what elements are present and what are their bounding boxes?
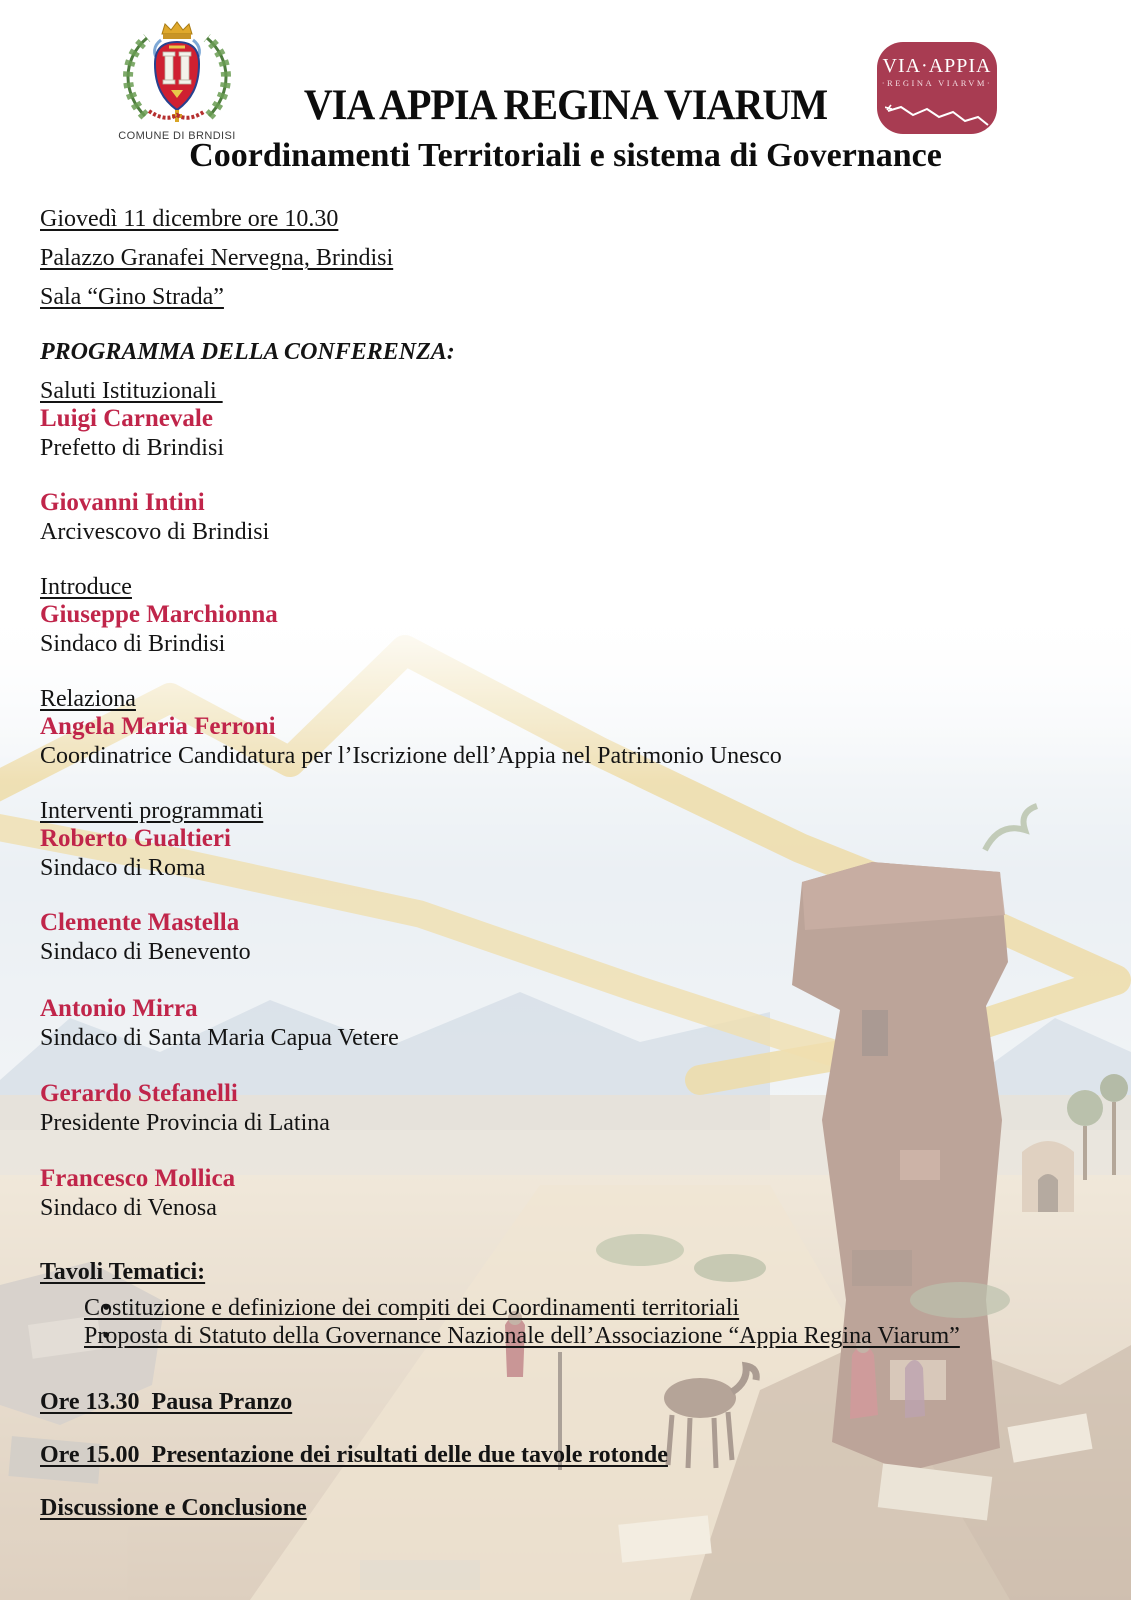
via-appia-route-icon [885, 102, 989, 128]
speaker-name: Giovanni Intini [40, 489, 205, 516]
tavoli-item [40, 1294, 1111, 1322]
speaker-name: Gerardo Stefanelli [40, 1080, 238, 1107]
comune-brindisi-caption: COMUNE DI BRNDISI [118, 130, 236, 142]
tavoli-item-text: Proposta di Statuto della Governance Nazionale dell’Associazione “Appia Regina Viarum” [84, 1323, 960, 1349]
schedule-lunch: Ore 13.30 Pausa Pranzo [40, 1389, 293, 1415]
schedule-results: Ore 15.00 Presentazione dei risultati delle due tavole rotonde [40, 1442, 668, 1468]
via-appia-logo-subtitle: ·REGINA VIARVM· [881, 78, 993, 88]
page-title: VIA APPIA REGINA VIARUM [303, 82, 828, 129]
event-datetime: Giovedì 11 dicembre ore 10.30 [40, 206, 339, 232]
via-appia-logo-title: VIA·APPIA [882, 55, 992, 77]
via-appia-logo [877, 42, 997, 134]
speaker-role: Sindaco di Roma [40, 855, 206, 881]
speaker-role: Sindaco di Benevento [40, 939, 251, 965]
speaker-name: Roberto Gualtieri [40, 825, 231, 852]
section-label-saluti: Saluti Istituzionali [40, 378, 223, 404]
program-heading: PROGRAMMA DELLA CONFERENZA: [40, 339, 455, 365]
speaker-role: Sindaco di Brindisi [40, 631, 226, 657]
tavoli-item [40, 1322, 1111, 1350]
speaker-name: Clemente Mastella [40, 909, 240, 936]
speaker-role: Arcivescovo di Brindisi [40, 519, 270, 545]
speaker-name: Giuseppe Marchionna [40, 601, 278, 628]
speaker-name: Francesco Mollica [40, 1165, 236, 1192]
speaker-role: Coordinatrice Candidatura per l’Iscrizione dell’Appia nel Patrimonio Unesco [40, 743, 782, 769]
speaker-role: Presidente Provincia di Latina [40, 1110, 330, 1136]
event-room: Sala “Gino Strada” [40, 284, 224, 310]
section-label-introduce: Introduce [40, 574, 132, 600]
speaker-name: Antonio Mirra [40, 995, 198, 1022]
speaker-role: Prefetto di Brindisi [40, 435, 224, 461]
speaker-role: Sindaco di Venosa [40, 1195, 217, 1221]
speaker-role: Sindaco di Santa Maria Capua Vetere [40, 1025, 399, 1051]
tavoli-item-text: Costituzione e definizione dei compiti dei Coordinamenti territoriali [84, 1295, 740, 1321]
page-subtitle: Coordinamenti Territoriali e sistema di Governance [189, 137, 942, 174]
speaker-name: Luigi Carnevale [40, 405, 213, 432]
event-venue: Palazzo Granafei Nervegna, Brindisi [40, 245, 394, 271]
section-label-relaziona: Relaziona [40, 686, 136, 712]
speaker-name: Angela Maria Ferroni [40, 713, 276, 740]
section-label-interventi: Interventi programmati [40, 798, 264, 824]
tavoli-heading: Tavoli Tematici: [40, 1259, 206, 1285]
schedule-conclusion: Discussione e Conclusione [40, 1495, 307, 1521]
